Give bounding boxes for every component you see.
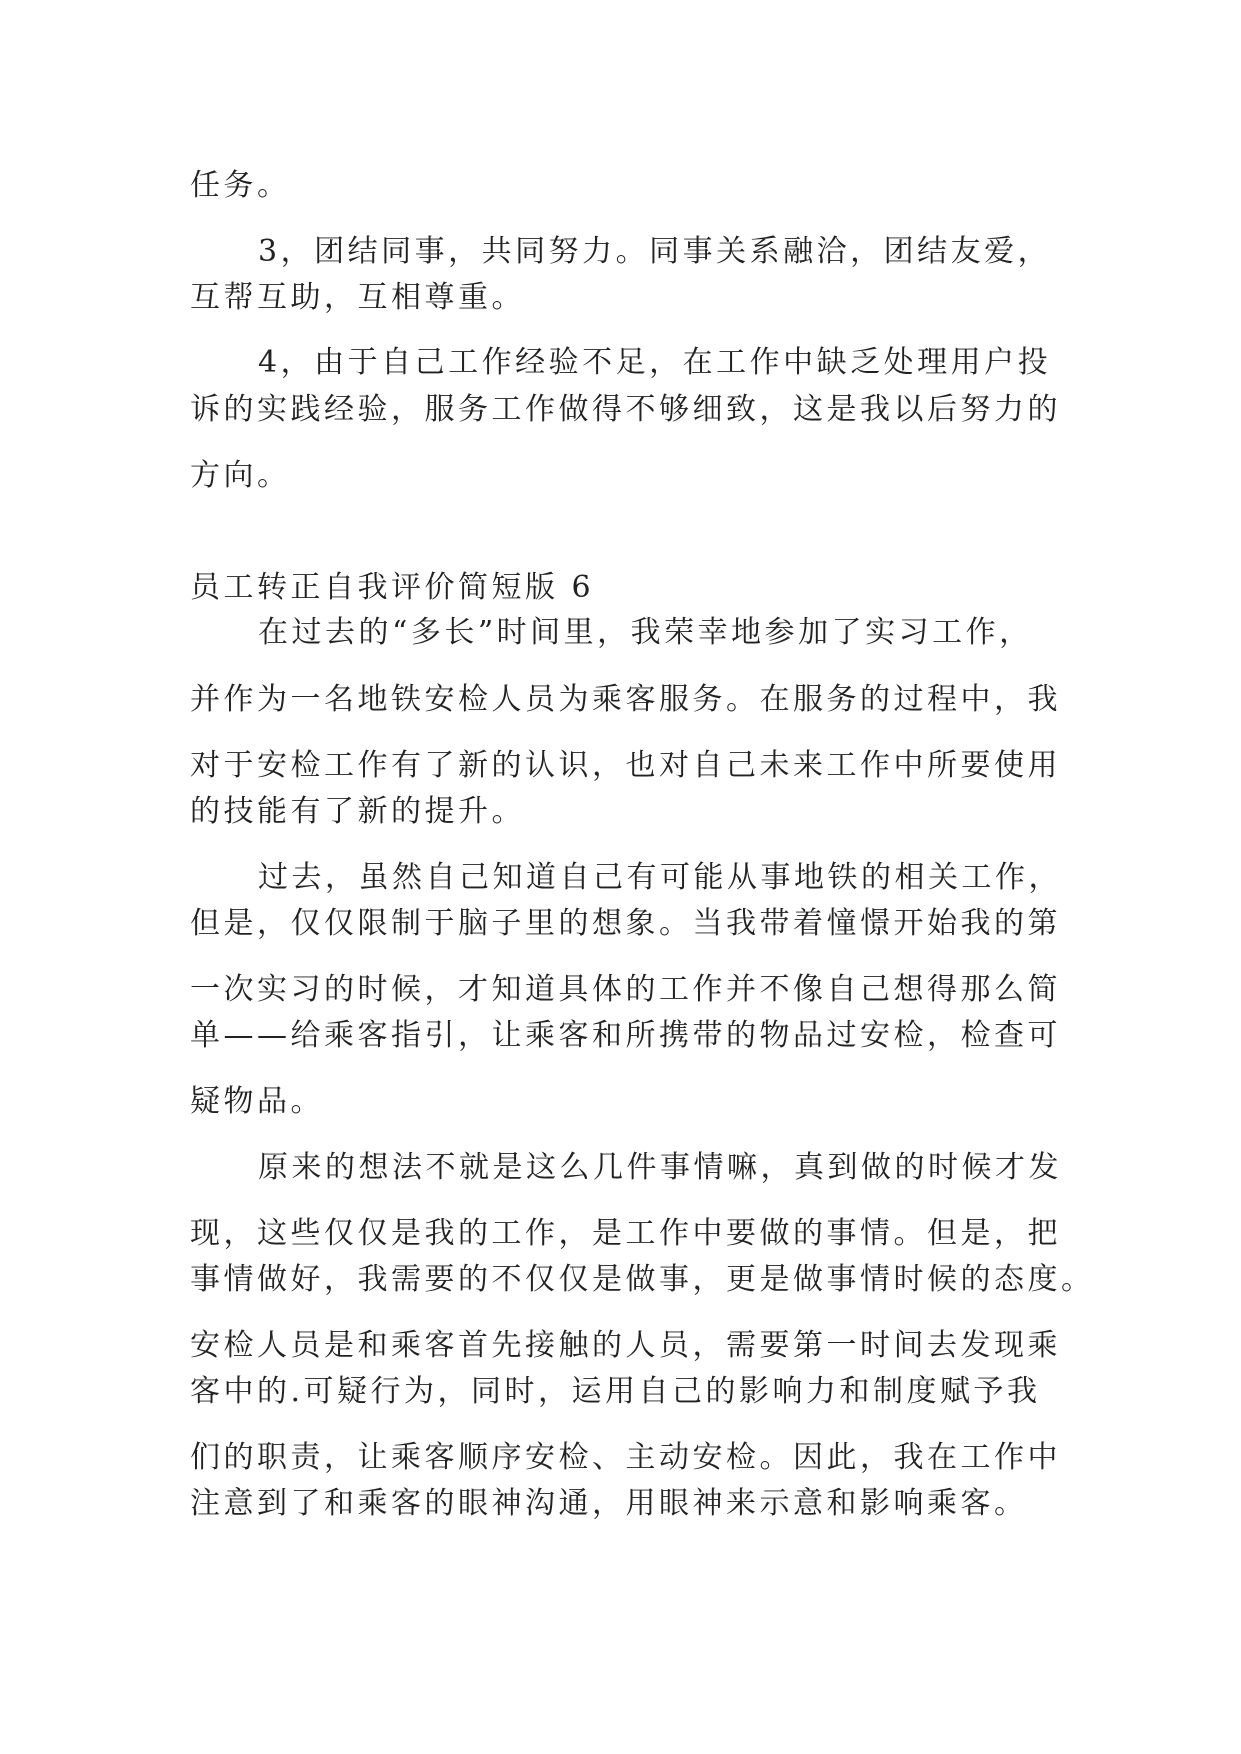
body-line: 们的职责，让乘客顺序安检、主动安检。因此，我在工作中 bbox=[190, 1440, 1061, 1475]
body-line: 诉的实践经验，服务工作做得不够细致，这是我以后努力的 bbox=[190, 392, 1061, 427]
body-line: 单——给乘客指引，让乘客和所携带的物品过安检，检查可 bbox=[190, 1018, 1061, 1053]
body-line: 并作为一名地铁安检人员为乘客服务。在服务的过程中，我 bbox=[190, 682, 1061, 717]
body-line: 的技能有了新的提升。 bbox=[190, 794, 525, 829]
body-line: 一次实习的时候，才知道具体的工作并不像自己想得那么简 bbox=[190, 972, 1061, 1007]
body-line: 方向。 bbox=[190, 458, 291, 493]
body-line: 事情做好，我需要的不仅仅是做事，更是做事情时候的态度。 bbox=[190, 1262, 1095, 1297]
paragraph-first-line: 在过去的“多长”时间里，我荣幸地参加了实习工作， bbox=[258, 615, 1033, 650]
body-line: 但是，仅仅限制于脑子里的想象。当我带着憧憬开始我的第 bbox=[190, 906, 1061, 941]
body-line: 任务。 bbox=[190, 168, 291, 203]
body-line: 疑物品。 bbox=[190, 1084, 324, 1119]
body-line: 现，这些仅仅是我的工作，是工作中要做的事情。但是，把 bbox=[190, 1216, 1061, 1251]
section-heading: 员工转正自我评价简短版 6 bbox=[190, 570, 595, 605]
paragraph-first-line: 原来的想法不就是这么几件事情嘛，真到做的时候才发 bbox=[258, 1150, 1062, 1185]
paragraph-first-line: 过去，虽然自己知道自己有可能从事地铁的相关工作， bbox=[258, 860, 1062, 895]
paragraph-first-line: 4，由于自己工作经验不足，在工作中缺乏处理用户投 bbox=[258, 345, 1052, 380]
body-line: 客中的.可疑行为，同时，运用自己的影响力和制度赋予我 bbox=[190, 1374, 1041, 1409]
body-line: 注意到了和乘客的眼神沟通，用眼神来示意和影响乘客。 bbox=[190, 1486, 1028, 1521]
body-line: 互帮互助，互相尊重。 bbox=[190, 280, 525, 315]
body-line: 对于安检工作有了新的认识，也对自己未来工作中所要使用 bbox=[190, 748, 1061, 783]
paragraph-first-line: 3，团结同事，共同努力。同事关系融洽，团结友爱， bbox=[258, 234, 1052, 269]
body-line: 安检人员是和乘客首先接触的人员，需要第一时间去发现乘 bbox=[190, 1328, 1061, 1363]
